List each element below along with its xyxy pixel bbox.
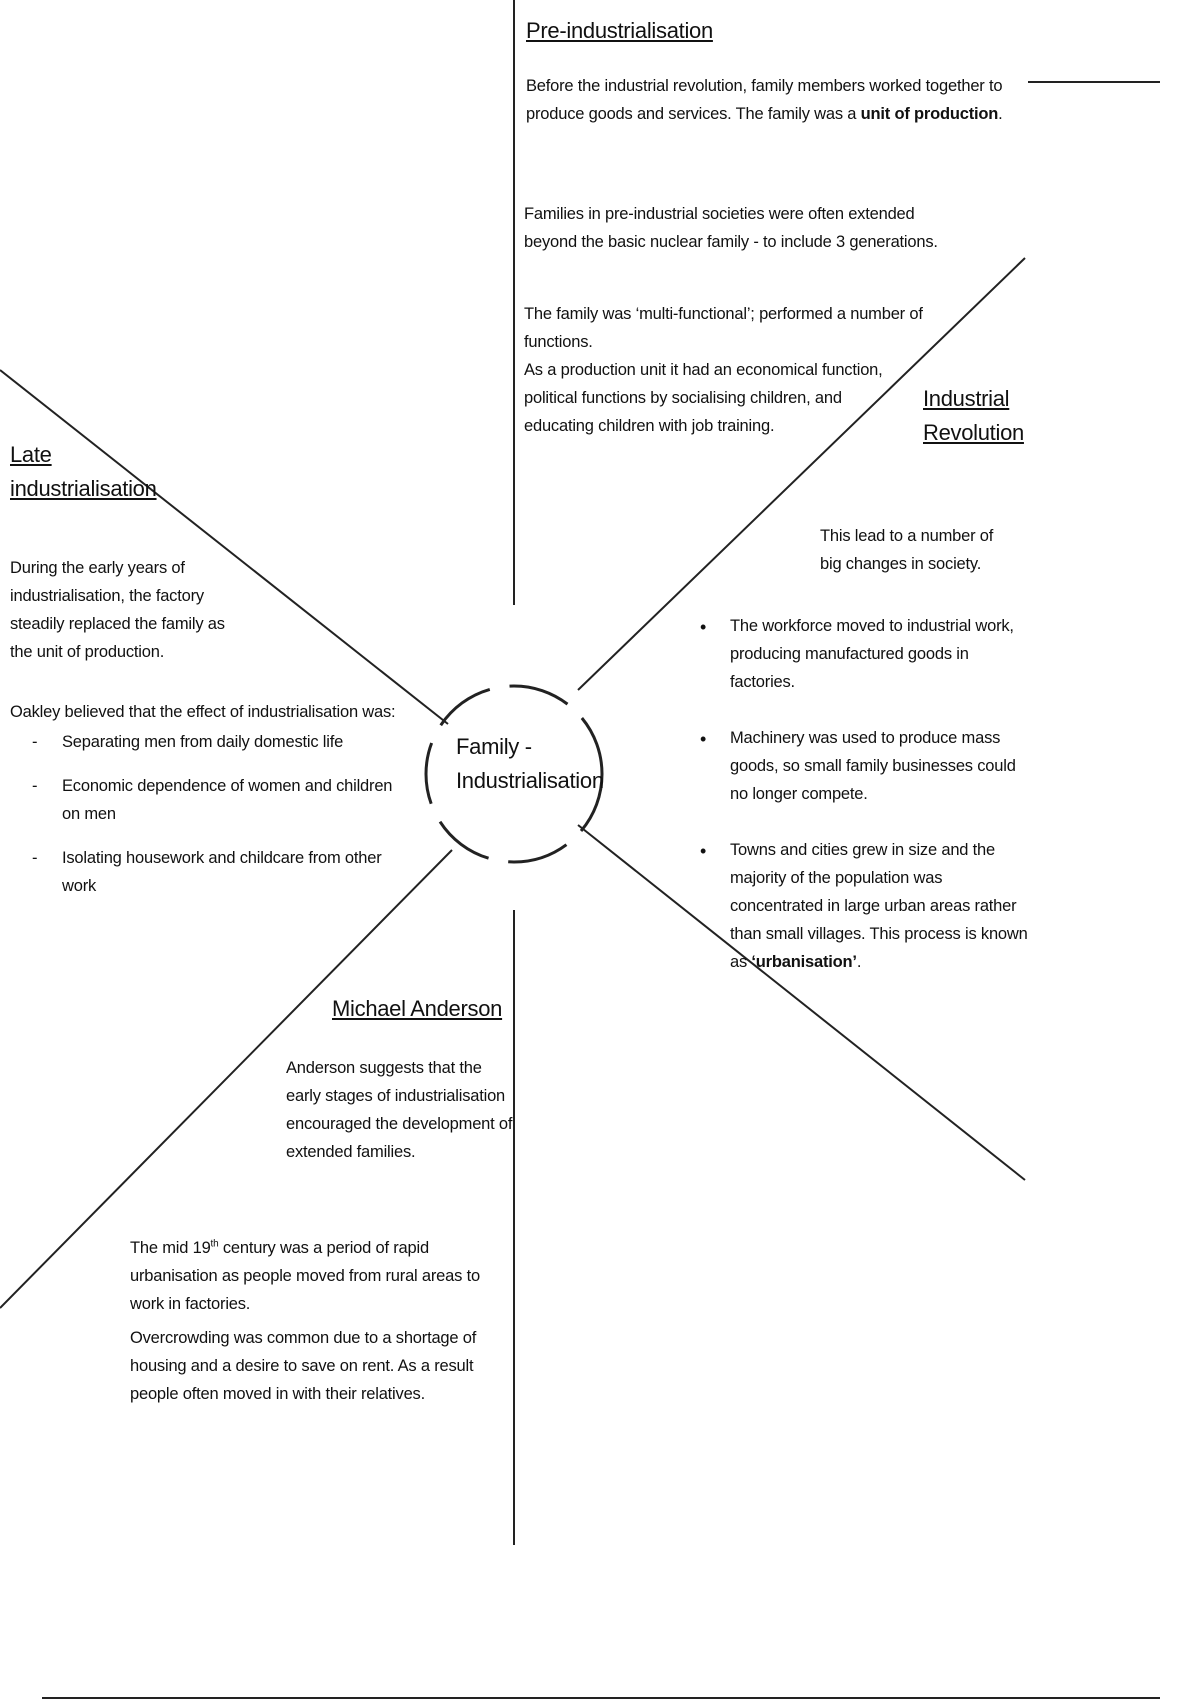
anderson-p2-b: century was a period of rapid urbanisation as people moved from rural areas to work in factories.	[130, 1239, 480, 1314]
bullet3-text: Towns and cities grew in size and the majority of the population was concentrated in large urban areas rather than small villages. This process is known as	[730, 841, 1028, 972]
industrial-revolution-bullets	[700, 612, 1030, 1005]
pre-p3-line: The family was ‘multi-functional’; performed a number of functions.	[524, 305, 923, 352]
bullet-item	[700, 836, 1030, 976]
pre-p3-line: educating children with job training.	[524, 417, 775, 436]
center-topic-line2: Industrialisation	[456, 768, 604, 794]
oakley-effects-list	[10, 728, 410, 916]
industrial-revolution-intro: This lead to a number of big changes in society.	[820, 527, 994, 574]
dash-item: - Economic dependence of women and children on men	[10, 772, 410, 828]
center-topic	[456, 730, 604, 798]
pre-p1-text: Before the industrial revolution, family members worked together to produce goods and services. The family was a	[526, 77, 1003, 124]
late-industrialisation-heading-line1: Late	[10, 442, 52, 467]
industrial-revolution-heading	[923, 382, 1024, 450]
bullet-item: • Machinery was used to produce mass goods, so small family businesses could no longer compete.	[700, 724, 1030, 808]
anderson-p2-a: The mid 19	[130, 1239, 211, 1257]
late-industrialisation-p1: During the early years of industrialisation, the factory steadily replaced the family as the unit of production.	[10, 559, 225, 662]
anderson-p1: Anderson suggests that the early stages of industrialisation encouraged the development of extended families.	[286, 1059, 513, 1162]
pre-p1-bold: unit of production	[860, 105, 999, 124]
pre-p1-end: .	[998, 105, 1003, 124]
dash-item: - Isolating housework and childcare from other work	[10, 844, 410, 900]
bullet3-bold: ‘urbanisation’	[751, 953, 857, 972]
bullet-item: • The workforce moved to industrial work, producing manufactured goods in factories.	[700, 612, 1030, 696]
bullet3-end: .	[856, 953, 862, 972]
branch-upper-left	[0, 370, 448, 724]
pre-industrialisation-p1	[526, 72, 1026, 128]
pre-industrialisation-p3	[524, 300, 954, 440]
late-industrialisation-heading	[10, 438, 157, 506]
pre-p3-line: As a production unit it had an economical function,	[524, 361, 883, 380]
industrial-revolution-heading-line1: Industrial	[923, 386, 1010, 411]
late-industrialisation-p2: Oakley believed that the effect of industrialisation was:	[10, 703, 396, 721]
anderson-p2-sup: th	[210, 1238, 219, 1250]
pre-industrialisation-heading: Pre-industrialisation	[526, 18, 713, 43]
anderson-p2	[130, 1234, 480, 1318]
industrial-revolution-heading-line2: Revolution	[923, 420, 1024, 446]
late-industrialisation-heading-line2: industrialisation	[10, 476, 157, 502]
anderson-p3: Overcrowding was common due to a shortage of housing and a desire to save on rent. As a result people often moved in with their relatives.	[130, 1329, 477, 1404]
dash-item: - Separating men from daily domestic life	[10, 728, 410, 756]
pre-industrialisation-p2: Families in pre-industrial societies were often extended beyond the basic nuclear family - to include 3 generations.	[524, 205, 938, 252]
pre-p3-line: political functions by socialising children, and	[524, 389, 842, 408]
center-topic-line1: Family -	[456, 734, 532, 759]
michael-anderson-heading: Michael Anderson	[332, 996, 503, 1021]
